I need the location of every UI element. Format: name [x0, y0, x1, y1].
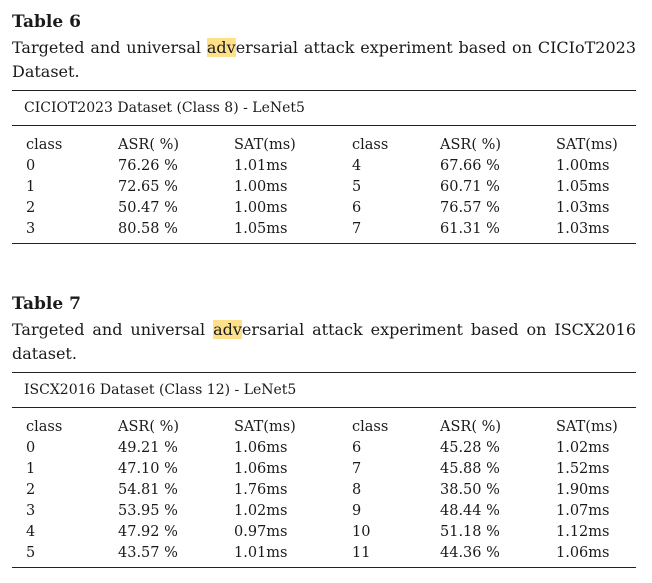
table-cell: 47.92 %	[118, 524, 178, 540]
table-cell: 9	[352, 503, 362, 519]
table-6-subtitle: CICIOT2023 Dataset (Class 8) - LeNet5	[24, 100, 305, 116]
table-cell: 47.10 %	[118, 461, 178, 477]
table-cell: 3	[26, 221, 36, 237]
table-cell: 43.57 %	[118, 545, 178, 561]
table-cell: 1	[26, 461, 36, 477]
table-6-caption-start: Targeted and universal	[12, 38, 207, 57]
column-header: class	[26, 419, 63, 435]
table-6-label: Table 6	[12, 12, 81, 32]
table-row	[12, 522, 636, 543]
table-cell: 1.01ms	[234, 158, 288, 174]
table-cell: 45.28 %	[440, 440, 500, 456]
table-6	[12, 126, 636, 240]
table-cell: 38.50 %	[440, 482, 500, 498]
table-cell: 76.26 %	[118, 158, 178, 174]
table-cell: 3	[26, 503, 36, 519]
table-cell: 10	[352, 524, 371, 540]
table-cell: 48.44 %	[440, 503, 500, 519]
table-cell: 60.71 %	[440, 179, 500, 195]
table-7-bottom-rule	[12, 567, 636, 568]
table-cell: 6	[352, 200, 362, 216]
column-header: ASR( %)	[440, 137, 502, 153]
table-cell: 72.65 %	[118, 179, 178, 195]
table-cell: 50.47 %	[118, 200, 178, 216]
table-6-caption-highlight: adv	[206, 38, 236, 57]
table-row	[12, 177, 636, 198]
table-cell: 44.36 %	[440, 545, 500, 561]
table-row	[12, 156, 636, 177]
table-cell: 5	[352, 179, 362, 195]
table-cell: 53.95 %	[118, 503, 178, 519]
table-cell: 0	[26, 440, 36, 456]
table-6-caption-end: ersarial attack experiment based on CICIoT2023 Dataset.	[12, 38, 636, 81]
table-7-block	[12, 294, 636, 568]
table-cell: 7	[352, 221, 362, 237]
table-cell: 4	[26, 524, 36, 540]
table-cell: 2	[26, 482, 36, 498]
table-row	[12, 219, 636, 240]
table-cell: 67.66 %	[440, 158, 500, 174]
table-cell: 1.02ms	[234, 503, 288, 519]
column-header: SAT(ms)	[556, 137, 618, 153]
table-cell: 5	[26, 545, 36, 561]
table-row	[12, 480, 636, 501]
table-7-subtitle: ISCX2016 Dataset (Class 12) - LeNet5	[24, 382, 297, 398]
table-cell: 45.88 %	[440, 461, 500, 477]
table-7-label: Table 7	[12, 294, 81, 314]
table-cell: 8	[352, 482, 362, 498]
column-header: ASR( %)	[118, 137, 180, 153]
table-row	[12, 438, 636, 459]
table-cell: 51.18 %	[440, 524, 500, 540]
table-7	[12, 408, 636, 564]
table-cell: 7	[352, 461, 362, 477]
table6-header-row	[12, 126, 636, 156]
column-header: SAT(ms)	[234, 137, 296, 153]
table-cell: 1	[26, 179, 36, 195]
table-cell: 1.07ms	[556, 503, 610, 519]
table-cell: 1.12ms	[556, 524, 610, 540]
table-cell: 1.06ms	[556, 545, 610, 561]
table-6-bottom-rule	[12, 243, 636, 244]
table-cell: 1.52ms	[556, 461, 610, 477]
table-7-caption	[12, 318, 636, 366]
column-header: class	[26, 137, 63, 153]
table-cell: 1.00ms	[556, 158, 610, 174]
table-cell: 1.02ms	[556, 440, 610, 456]
table-cell: 1.00ms	[234, 200, 288, 216]
table-7-caption-end: ersarial attack experiment based on ISCX2016 dataset.	[12, 320, 637, 363]
table-cell: 54.81 %	[118, 482, 178, 498]
table-row	[12, 459, 636, 480]
column-header: ASR( %)	[118, 419, 180, 435]
table-cell: 1.90ms	[556, 482, 610, 498]
table-6-block	[12, 12, 636, 244]
table-cell: 76.57 %	[440, 200, 500, 216]
table-cell: 1.01ms	[234, 545, 288, 561]
table-cell: 1.76ms	[234, 482, 288, 498]
table-cell: 1.05ms	[556, 179, 610, 195]
table-7-caption-start: Targeted and universal	[12, 320, 214, 339]
table-cell: 11	[352, 545, 371, 561]
column-header: ASR( %)	[440, 419, 502, 435]
column-header: SAT(ms)	[234, 419, 296, 435]
table-cell: 0.97ms	[234, 524, 288, 540]
table-cell: 1.03ms	[556, 200, 610, 216]
table-cell: 1.03ms	[556, 221, 610, 237]
table-cell: 6	[352, 440, 362, 456]
table-cell: 1.05ms	[234, 221, 288, 237]
table-cell: 49.21 %	[118, 440, 178, 456]
table7-header-row	[12, 408, 636, 438]
column-header: SAT(ms)	[556, 419, 618, 435]
table-cell: 0	[26, 158, 36, 174]
table-row	[12, 198, 636, 219]
table-cell: 4	[352, 158, 362, 174]
table-cell: 80.58 %	[118, 221, 178, 237]
column-header: class	[352, 137, 389, 153]
table-cell: 61.31 %	[440, 221, 500, 237]
column-header: class	[352, 419, 389, 435]
table-cell: 1.06ms	[234, 461, 288, 477]
table-7-caption-highlight: adv	[213, 320, 242, 339]
table-6-caption	[12, 36, 636, 84]
table-cell: 1.00ms	[234, 179, 288, 195]
table-cell: 1.06ms	[234, 440, 288, 456]
table-cell: 2	[26, 200, 36, 216]
table-row	[12, 501, 636, 522]
table-row	[12, 543, 636, 564]
